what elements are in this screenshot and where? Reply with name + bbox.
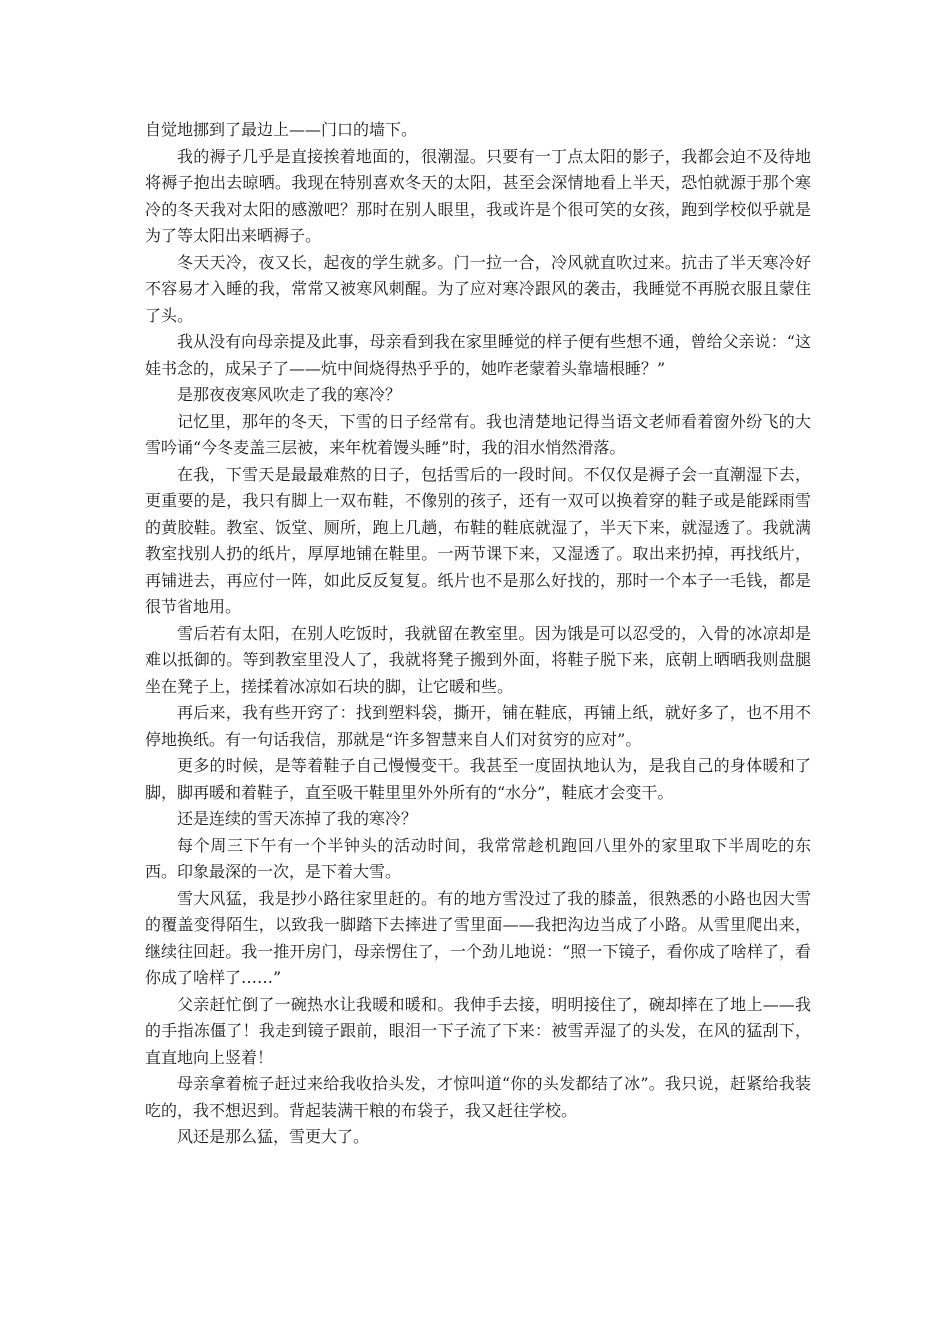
paragraph: 雪大风猛，我是抄小路往家里赶的。有的地方雪没过了我的膝盖，很熟悉的小路也因大雪的覆盖变得陌生，以致我一脚踏下去摔进了雪里面——我把沟边当成了小路。从雪里爬出来，继续往回赶。我一推开房门，母亲愣住了，一个劲儿地说：“照一下镜子，看你成了啥样了，看你成了啥样了……”: [145, 888, 811, 987]
paragraph: 是那夜夜寒风吹走了我的寒冷？: [177, 385, 402, 404]
paragraph: 记忆里，那年的冬天，下雪的日子经常有。我也清楚地记得当语文老师看着窗外纷飞的大雪吟诵“今冬麦盖三层被，来年枕着馒头睡”时，我的泪水悄然滑落。: [145, 411, 811, 457]
paragraph: 自觉地挪到了最边上——门口的墙下。: [145, 120, 418, 139]
paragraph: 每个周三下午有一个半钟头的活动时间，我常常趁机跑回八里外的家里取下半周吃的东西。印象最深的一次，是下着大雪。: [145, 835, 811, 881]
paragraph: 再后来，我有些开窍了：找到塑料袋，撕开，铺在鞋底，再铺上纸，就好多了，也不用不停地换纸。有一句话我信，那就是“许多智慧来自人们对贫穷的应对”。: [145, 703, 811, 749]
paragraph: 还是连续的雪天冻掉了我的寒冷？: [177, 809, 418, 828]
paragraph: 风还是那么猛，雪更大了。: [177, 1127, 370, 1146]
paragraph: 冬天天冷，夜又长，起夜的学生就多。门一拉一合，冷风就直吹过来。抗击了半天寒冷好不容易才入睡的我，常常又被寒风刺醒。为了应对寒冷跟风的袭击，我睡觉不再脱衣服且蒙住了头。: [145, 252, 811, 325]
paragraph: 雪后若有太阳，在别人吃饭时，我就留在教室里。因为饿是可以忍受的，入骨的冰凉却是难以抵御的。等到教室里没人了，我就将凳子搬到外面，将鞋子脱下来，底朝上晒晒我则盘腿坐在凳子上，搓揉着冰凉如石块的脚，让它暖和些。: [145, 623, 811, 696]
paragraph: 更多的时候，是等着鞋子自己慢慢变干。我甚至一度固执地认为，是我自己的身体暖和了脚，脚再暖和着鞋子，直至吸干鞋里里外外所有的“水分”，鞋底才会变干。: [145, 756, 811, 802]
paragraph: 我从没有向母亲提及此事，母亲看到我在家里睡觉的样子便有些想不通，曾给父亲说：“这娃书念的，成呆子了——炕中间烧得热乎乎的，她咋老蒙着头靠墙根睡？”: [145, 332, 811, 378]
paragraph: 在我，下雪天是最最难熬的日子，包括雪后的一段时间。不仅仅是褥子会一直潮湿下去，更重要的是，我只有脚上一双布鞋，不像别的孩子，还有一双可以换着穿的鞋子或是能踩雨雪的黄胶鞋。教室、饭堂、厕所，跑上几趟，布鞋的鞋底就湿了，半天下来，就湿透了。我就满教室找别人扔的纸片，厚厚地铺在鞋里。一两节课下来，又湿透了。取出来扔掉，再找纸片，再铺进去，再应付一阵，如此反反复复。纸片也不是那么好找的，那时一个本子一毛钱，都是很节省地用。: [145, 464, 811, 616]
article-body: [145, 117, 811, 1151]
paragraph: 父亲赶忙倒了一碗热水让我暖和暖和。我伸手去接，明明接住了，碗却摔在了地上——我的手指冻僵了！我走到镜子跟前，眼泪一下子流了下来：被雪弄湿了的头发，在风的猛刮下，直直地向上竖着！: [145, 994, 811, 1067]
paragraph: 我的褥子几乎是直接挨着地面的，很潮湿。只要有一丁点太阳的影子，我都会迫不及待地将褥子抱出去晾晒。我现在特别喜欢冬天的太阳，甚至会深情地看上半天，恐怕就源于那个寒冷的冬天我对太阳的感激吧？那时在别人眼里，我或许是个很可笑的女孩，跑到学校似乎就是为了等太阳出来晒褥子。: [145, 146, 811, 245]
paragraph: 母亲拿着梳子赶过来给我收拾头发，才惊叫道“你的头发都结了冰”。我只说，赶紧给我装吃的，我不想迟到。背起装满干粮的布袋子，我又赶往学校。: [145, 1074, 811, 1120]
